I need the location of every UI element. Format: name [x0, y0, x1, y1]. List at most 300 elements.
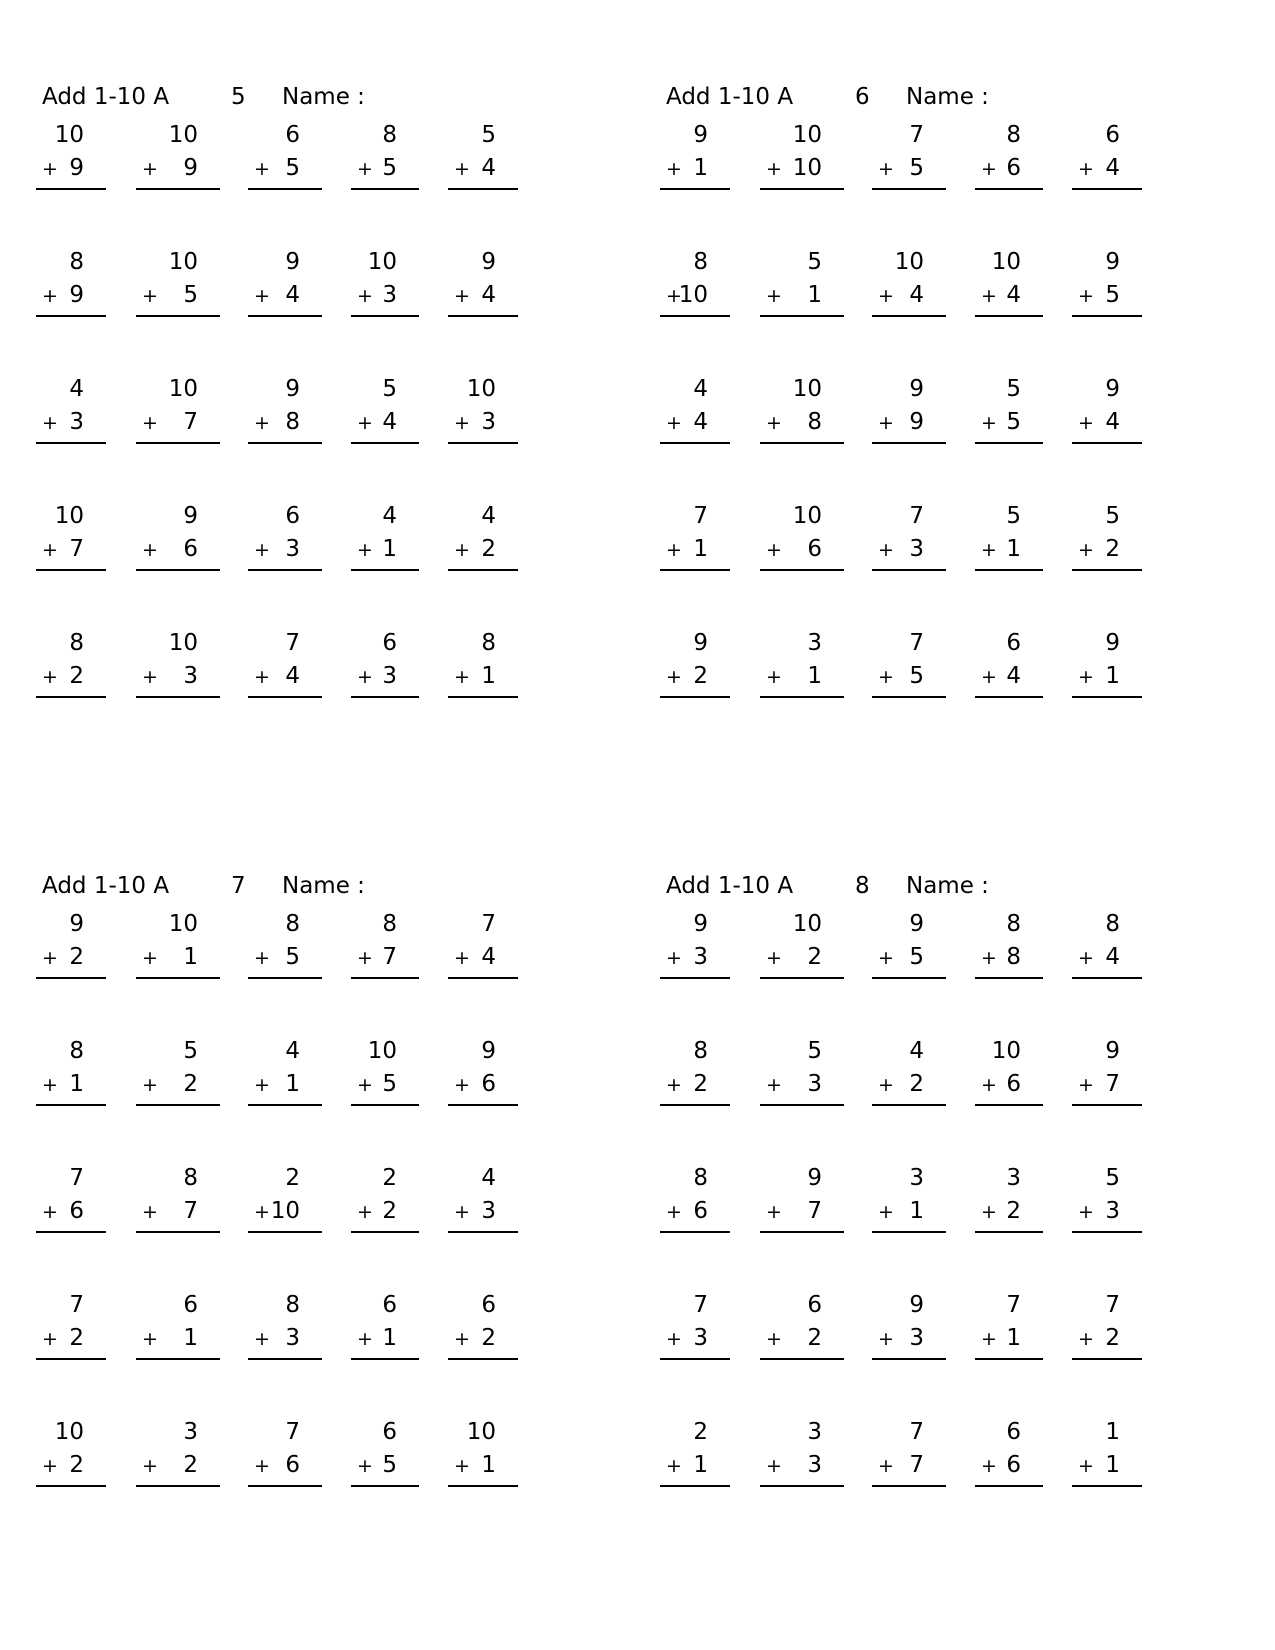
addition-problem — [351, 245, 419, 315]
addend-bottom: 8 — [807, 409, 822, 435]
problem-row — [660, 499, 1220, 626]
addend-top: 10 — [792, 911, 822, 937]
addend-top: 9 — [1105, 249, 1120, 275]
addend-bottom: 1 — [1006, 536, 1021, 562]
addend-bottom: 3 — [285, 1325, 300, 1351]
addition-problem — [760, 626, 844, 696]
addition-problem — [36, 245, 106, 315]
answer-line — [36, 442, 106, 444]
addition-problem — [448, 499, 518, 569]
plus-sign: + — [1078, 947, 1094, 969]
answer-line — [36, 977, 106, 979]
addend-top: 5 — [1006, 503, 1021, 529]
addend-top: 7 — [69, 1165, 84, 1191]
plus-sign: + — [254, 1328, 270, 1350]
addition-problem — [351, 1161, 419, 1231]
answer-line — [1072, 977, 1142, 979]
answer-line — [872, 977, 946, 979]
problem-grid — [660, 118, 1220, 753]
addition-problem — [660, 1161, 730, 1231]
plus-sign: + — [766, 947, 782, 969]
addition-problem — [975, 1161, 1043, 1231]
addition-problem — [248, 372, 322, 442]
answer-line — [448, 1104, 518, 1106]
addend-top: 9 — [909, 1292, 924, 1318]
answer-line — [448, 315, 518, 317]
addend-top: 6 — [285, 503, 300, 529]
worksheet-header — [660, 873, 1220, 907]
addition-problem — [36, 499, 106, 569]
addend-bottom: 5 — [909, 663, 924, 689]
answer-line — [351, 569, 419, 571]
answer-line — [448, 569, 518, 571]
addend-top: 5 — [1105, 503, 1120, 529]
answer-line — [975, 569, 1043, 571]
addend-top: 9 — [285, 376, 300, 402]
plus-sign: + — [357, 412, 373, 434]
addend-top: 7 — [69, 1292, 84, 1318]
addition-problem — [975, 499, 1043, 569]
addend-bottom: 2 — [481, 1325, 496, 1351]
addend-top: 8 — [693, 1165, 708, 1191]
addend-top: 8 — [69, 1038, 84, 1064]
addition-problem — [1072, 245, 1142, 315]
addend-top: 5 — [1006, 376, 1021, 402]
answer-line — [872, 569, 946, 571]
addition-problem — [1072, 372, 1142, 442]
plus-sign: + — [142, 1074, 158, 1096]
answer-line — [660, 1358, 730, 1360]
answer-line — [660, 1104, 730, 1106]
addition-problem — [660, 499, 730, 569]
addend-bottom: 5 — [285, 155, 300, 181]
worksheet-title: Add 1-10 A — [666, 873, 794, 899]
answer-line — [136, 442, 220, 444]
addend-bottom: 2 — [481, 536, 496, 562]
addition-problem — [975, 372, 1043, 442]
addition-problem — [1072, 1288, 1142, 1358]
worksheet-8 — [660, 873, 1220, 1573]
plus-sign: + — [454, 947, 470, 969]
addition-problem — [351, 372, 419, 442]
plus-sign: + — [42, 1074, 58, 1096]
addition-problem — [248, 1034, 322, 1104]
addition-problem — [660, 118, 730, 188]
addend-top: 5 — [183, 1038, 198, 1064]
addition-problem — [1072, 1415, 1142, 1485]
plus-sign: + — [981, 666, 997, 688]
addend-bottom: 1 — [1105, 663, 1120, 689]
plus-sign: + — [666, 1328, 682, 1350]
name-label: Name : — [906, 84, 989, 110]
plus-sign: + — [454, 158, 470, 180]
answer-line — [248, 569, 322, 571]
addend-top: 8 — [382, 122, 397, 148]
addend-bottom: 2 — [382, 1198, 397, 1224]
worksheet-header — [36, 873, 596, 907]
addition-problem — [36, 626, 106, 696]
addition-problem — [136, 372, 220, 442]
plus-sign: + — [981, 1074, 997, 1096]
addend-bottom: 7 — [183, 1198, 198, 1224]
addend-top: 7 — [909, 122, 924, 148]
addend-top: 6 — [1006, 630, 1021, 656]
addend-top: 8 — [382, 911, 397, 937]
plus-sign: + — [254, 285, 270, 307]
plus-sign: + — [666, 412, 682, 434]
addition-problem — [136, 626, 220, 696]
addend-bottom: 3 — [382, 663, 397, 689]
addition-problem — [36, 907, 106, 977]
addend-bottom: 2 — [69, 1325, 84, 1351]
answer-line — [448, 442, 518, 444]
addition-problem — [760, 372, 844, 442]
addend-bottom: 6 — [69, 1198, 84, 1224]
addend-top: 7 — [285, 1419, 300, 1445]
addition-problem — [448, 907, 518, 977]
addend-top: 10 — [168, 911, 198, 937]
addend-bottom: 2 — [69, 663, 84, 689]
answer-line — [248, 1104, 322, 1106]
plus-sign: + — [981, 158, 997, 180]
addition-problem — [248, 626, 322, 696]
answer-line — [760, 188, 844, 190]
addend-bottom: 2 — [69, 1452, 84, 1478]
addition-problem — [760, 245, 844, 315]
addend-bottom: 2 — [1006, 1198, 1021, 1224]
problem-row — [660, 245, 1220, 372]
problem-row — [660, 626, 1220, 753]
problem-row — [36, 499, 596, 626]
plus-sign: + — [42, 1201, 58, 1223]
addend-top: 10 — [894, 249, 924, 275]
plus-sign: + — [357, 539, 373, 561]
addend-bottom: 2 — [183, 1452, 198, 1478]
problem-row — [36, 1288, 596, 1415]
plus-sign: + — [454, 539, 470, 561]
addend-bottom: 1 — [382, 536, 397, 562]
problem-grid — [660, 907, 1220, 1542]
addend-top: 10 — [792, 376, 822, 402]
addend-bottom: 2 — [693, 1071, 708, 1097]
addend-bottom: 3 — [183, 663, 198, 689]
addend-bottom: 4 — [1105, 409, 1120, 435]
addition-problem — [975, 1415, 1043, 1485]
plus-sign: + — [878, 1201, 894, 1223]
addition-problem — [351, 118, 419, 188]
plus-sign: + — [878, 412, 894, 434]
problem-row — [36, 1161, 596, 1288]
answer-line — [248, 188, 322, 190]
plus-sign: + — [357, 947, 373, 969]
addition-problem — [975, 626, 1043, 696]
addition-problem — [1072, 499, 1142, 569]
addend-top: 7 — [285, 630, 300, 656]
addition-problem — [660, 372, 730, 442]
worksheet-title: Add 1-10 A — [42, 84, 170, 110]
addend-top: 10 — [466, 376, 496, 402]
addend-bottom: 1 — [807, 282, 822, 308]
addend-bottom: 3 — [693, 1325, 708, 1351]
answer-line — [760, 1485, 844, 1487]
addition-problem — [1072, 1161, 1142, 1231]
plus-sign: + — [142, 947, 158, 969]
addend-bottom: 4 — [481, 155, 496, 181]
addend-top: 10 — [168, 122, 198, 148]
addend-top: 7 — [693, 503, 708, 529]
addend-bottom: 3 — [481, 1198, 496, 1224]
answer-line — [448, 1358, 518, 1360]
plus-sign: + — [878, 1328, 894, 1350]
answer-line — [660, 569, 730, 571]
addend-top: 10 — [168, 630, 198, 656]
worksheet-7 — [36, 873, 596, 1573]
addend-top: 3 — [807, 630, 822, 656]
addend-top: 3 — [807, 1419, 822, 1445]
worksheet-number: 6 — [855, 84, 870, 110]
addend-top: 4 — [909, 1038, 924, 1064]
answer-line — [660, 442, 730, 444]
addition-problem — [248, 907, 322, 977]
name-label: Name : — [282, 84, 365, 110]
addition-problem — [136, 245, 220, 315]
plus-sign: + — [981, 1328, 997, 1350]
plus-sign: + — [766, 285, 782, 307]
problem-row — [36, 118, 596, 245]
name-label: Name : — [906, 873, 989, 899]
plus-sign: + — [666, 539, 682, 561]
problem-grid — [36, 907, 596, 1542]
addition-problem — [351, 1288, 419, 1358]
addend-top: 9 — [1105, 630, 1120, 656]
answer-line — [975, 188, 1043, 190]
worksheet-5 — [36, 84, 596, 784]
plus-sign: + — [42, 1328, 58, 1350]
addend-bottom: 7 — [183, 409, 198, 435]
addition-problem — [36, 118, 106, 188]
answer-line — [872, 1485, 946, 1487]
plus-sign: + — [254, 1201, 270, 1223]
plus-sign: + — [42, 947, 58, 969]
plus-sign: + — [454, 412, 470, 434]
addend-bottom: 7 — [807, 1198, 822, 1224]
addend-top: 4 — [285, 1038, 300, 1064]
answer-line — [136, 569, 220, 571]
answer-line — [975, 315, 1043, 317]
answer-line — [448, 977, 518, 979]
addend-bottom: 6 — [183, 536, 198, 562]
worksheet-number: 7 — [231, 873, 246, 899]
addend-top: 5 — [481, 122, 496, 148]
addend-bottom: 1 — [382, 1325, 397, 1351]
addition-problem — [448, 1034, 518, 1104]
answer-line — [248, 696, 322, 698]
answer-line — [36, 1231, 106, 1233]
plus-sign: + — [454, 1201, 470, 1223]
plus-sign: + — [1078, 158, 1094, 180]
plus-sign: + — [357, 1074, 373, 1096]
addition-problem — [448, 1288, 518, 1358]
addition-problem — [136, 1288, 220, 1358]
addend-top: 10 — [991, 249, 1021, 275]
plus-sign: + — [1078, 666, 1094, 688]
answer-line — [1072, 1104, 1142, 1106]
addend-bottom: 4 — [285, 282, 300, 308]
addend-bottom: 3 — [909, 536, 924, 562]
addend-bottom: 6 — [807, 536, 822, 562]
answer-line — [351, 442, 419, 444]
addend-top: 10 — [54, 503, 84, 529]
addend-bottom: 6 — [693, 1198, 708, 1224]
answer-line — [660, 977, 730, 979]
worksheet-title: Add 1-10 A — [42, 873, 170, 899]
plus-sign: + — [766, 158, 782, 180]
plus-sign: + — [878, 539, 894, 561]
answer-line — [248, 977, 322, 979]
answer-line — [872, 696, 946, 698]
addend-bottom: 10 — [792, 155, 822, 181]
answer-line — [975, 977, 1043, 979]
plus-sign: + — [454, 1074, 470, 1096]
addend-top: 8 — [1006, 122, 1021, 148]
addend-top: 7 — [1105, 1292, 1120, 1318]
addend-top: 8 — [69, 630, 84, 656]
addend-bottom: 1 — [481, 663, 496, 689]
addend-top: 9 — [909, 911, 924, 937]
addend-bottom: 9 — [69, 155, 84, 181]
addend-bottom: 2 — [807, 944, 822, 970]
addend-bottom: 3 — [693, 944, 708, 970]
addend-top: 5 — [382, 376, 397, 402]
answer-line — [36, 1358, 106, 1360]
plus-sign: + — [1078, 1455, 1094, 1477]
worksheet-number: 5 — [231, 84, 246, 110]
addition-problem — [448, 1161, 518, 1231]
plus-sign: + — [357, 285, 373, 307]
plus-sign: + — [142, 666, 158, 688]
addend-bottom: 4 — [285, 663, 300, 689]
addend-top: 6 — [382, 630, 397, 656]
addition-problem — [975, 1034, 1043, 1104]
addend-bottom: 3 — [807, 1071, 822, 1097]
addition-problem — [136, 118, 220, 188]
addend-top: 3 — [1006, 1165, 1021, 1191]
addition-problem — [872, 907, 946, 977]
addition-problem — [351, 626, 419, 696]
addition-problem — [248, 1161, 322, 1231]
addition-problem — [760, 907, 844, 977]
answer-line — [248, 1358, 322, 1360]
addition-problem — [36, 1288, 106, 1358]
addend-top: 7 — [909, 630, 924, 656]
addition-problem — [975, 1288, 1043, 1358]
addition-problem — [36, 372, 106, 442]
answer-line — [760, 442, 844, 444]
answer-line — [760, 1231, 844, 1233]
answer-line — [660, 315, 730, 317]
answer-line — [760, 1358, 844, 1360]
addend-bottom: 2 — [183, 1071, 198, 1097]
answer-line — [660, 1231, 730, 1233]
answer-line — [872, 315, 946, 317]
plus-sign: + — [981, 412, 997, 434]
addend-bottom: 7 — [909, 1452, 924, 1478]
addition-problem — [660, 907, 730, 977]
addend-top: 8 — [285, 1292, 300, 1318]
addend-bottom: 4 — [481, 944, 496, 970]
addend-bottom: 2 — [807, 1325, 822, 1351]
addition-problem — [448, 372, 518, 442]
answer-line — [975, 1231, 1043, 1233]
answer-line — [36, 188, 106, 190]
addend-top: 6 — [1105, 122, 1120, 148]
addend-top: 6 — [183, 1292, 198, 1318]
answer-line — [872, 188, 946, 190]
plus-sign: + — [981, 1201, 997, 1223]
problem-row — [36, 1415, 596, 1542]
addend-top: 10 — [792, 122, 822, 148]
addition-problem — [448, 626, 518, 696]
addend-bottom: 2 — [1105, 536, 1120, 562]
answer-line — [1072, 315, 1142, 317]
addend-bottom: 5 — [382, 1452, 397, 1478]
addition-problem — [448, 245, 518, 315]
plus-sign: + — [878, 1074, 894, 1096]
plus-sign: + — [766, 412, 782, 434]
addend-bottom: 6 — [285, 1452, 300, 1478]
answer-line — [448, 1231, 518, 1233]
answer-line — [36, 696, 106, 698]
plus-sign: + — [666, 158, 682, 180]
plus-sign: + — [42, 412, 58, 434]
addend-top: 10 — [168, 249, 198, 275]
answer-line — [36, 315, 106, 317]
addition-problem — [36, 1161, 106, 1231]
problem-grid — [36, 118, 596, 753]
addition-problem — [872, 1034, 946, 1104]
plus-sign: + — [666, 947, 682, 969]
addend-bottom: 1 — [1105, 1452, 1120, 1478]
plus-sign: + — [766, 1328, 782, 1350]
answer-line — [1072, 1485, 1142, 1487]
plus-sign: + — [454, 666, 470, 688]
problem-row — [36, 245, 596, 372]
addition-problem — [975, 245, 1043, 315]
plus-sign: + — [254, 158, 270, 180]
addition-problem — [760, 1034, 844, 1104]
addition-problem — [36, 1415, 106, 1485]
addend-bottom: 1 — [481, 1452, 496, 1478]
worksheet-number: 8 — [855, 873, 870, 899]
plus-sign: + — [42, 1455, 58, 1477]
addend-top: 6 — [382, 1292, 397, 1318]
addition-problem — [248, 118, 322, 188]
plus-sign: + — [254, 947, 270, 969]
addend-top: 10 — [367, 1038, 397, 1064]
problem-row — [660, 1161, 1220, 1288]
answer-line — [248, 315, 322, 317]
addition-problem — [448, 1415, 518, 1485]
answer-line — [872, 1104, 946, 1106]
answer-line — [1072, 1231, 1142, 1233]
plus-sign: + — [766, 1201, 782, 1223]
addition-problem — [351, 1034, 419, 1104]
answer-line — [872, 442, 946, 444]
answer-line — [136, 1358, 220, 1360]
addend-bottom: 5 — [382, 155, 397, 181]
addend-top: 8 — [285, 911, 300, 937]
addend-bottom: 5 — [382, 1071, 397, 1097]
